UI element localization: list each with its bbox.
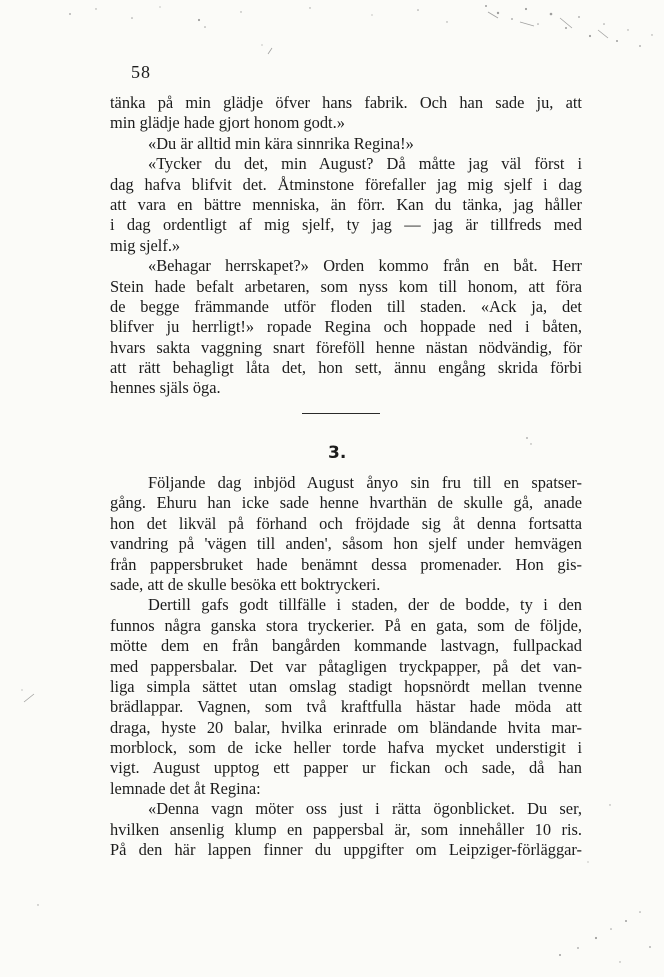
section-divider	[302, 413, 380, 414]
text-block-top	[110, 93, 582, 399]
text-line: hon det likväl på förhand och fröjdade sig åt denna fortsatta	[110, 513, 582, 533]
text-line: tänka på min glädje öfver hans fabrik. Och han sade ju, att	[110, 93, 582, 112]
text-line: Följande dag inbjöd August ånyo sin fru till en spatser-	[148, 473, 582, 492]
page-number: 58	[131, 62, 151, 82]
text-line: «Denna vagn möter oss just i rätta ögonblicket. Du ser,	[148, 799, 582, 819]
text-line: i dag ordentligt af mig sjelf, ty jag — jag är tillfreds med	[110, 215, 582, 235]
text-line: från pappersbruket hade benämnt dessa promenader. Hon gis-	[110, 554, 582, 574]
text-line: brädlappar. Vagnen, som två kraftfulla hästar hade möda att	[110, 697, 582, 717]
text-line: sade, att de skulle besöka ett boktryckeri.	[110, 574, 381, 594]
text-line: vigt. August upptog ett papper ur fickan och sade, då han	[110, 758, 582, 778]
text-line: På den här lappen finner du uppgifter om Leipziger-förläggar-	[110, 840, 582, 860]
text-line: morblock, som de icke heller torde hafva mycket understigit i	[110, 738, 582, 758]
text-line: funnos några ganska stora tryckerier. På en gata, som de följde,	[110, 615, 582, 635]
text-line: draga, hyste 20 balar, hvilka erinrade om bländande hvita mar-	[110, 717, 582, 737]
text-line: liga simpla sättet utan omslag stadigt hopsnördt mellan tvenne	[110, 676, 582, 696]
text-line: med pappersbalar. Det var påtagligen tryckpapper, på det van-	[110, 656, 582, 676]
text-line: dag hafva blifvit det. Åtminstone förefaller jag mig sjelf i dag	[110, 174, 582, 194]
section-number: 3.	[328, 443, 347, 463]
text-line: «Du är alltid min kära sinnrika Regina!»	[148, 133, 414, 153]
text-line: Dertill gafs godt tillfälle i staden, der de bodde, ty i den	[148, 595, 582, 615]
text-line: vandring på 'vägen till anden', såsom hon sjelf under hemvägen	[110, 534, 582, 554]
text-line: hvilken ansenlig klump en pappersbal är, som innehåller 10 ris.	[110, 819, 582, 839]
text-line: Stein hade befalt arbetaren, som nyss kom till honom, att föra	[110, 276, 582, 296]
text-line: «Behagar herrskapet?» Orden kommo från en båt. Herr	[148, 256, 582, 276]
text-line: mötte dem en från bangården kommande lastvagn, fullpackad	[110, 636, 582, 656]
text-line: blifver ju herrligt!» ropade Regina och hoppade ned i båten,	[110, 317, 582, 337]
text-line: att vara en bättre menniska, än förr. Kan du tänka, jag håller	[110, 194, 582, 214]
text-line: gång. Ehuru han icke sade henne hvarthän de skulle gå, anade	[110, 493, 582, 513]
text-line: de begge främmande utför floden till staden. «Ack ja, det	[110, 296, 582, 316]
text-line: att rätt behagligt låta det, hon sett, ännu engång skrida förbi	[110, 358, 582, 378]
text-line: lemnade det åt Regina:	[110, 778, 261, 798]
text-line: «Tycker du det, min August? Då måtte jag väl först i	[148, 154, 582, 174]
text-line: hennes själs öga.	[110, 378, 221, 398]
text-line: min glädje hade gjort honom godt.»	[110, 113, 345, 133]
text-line: mig sjelf.»	[110, 235, 181, 255]
text-block-bottom	[110, 473, 582, 860]
text-line: hvars sakta vaggning snart föreföll henne nästan nödvändig, för	[110, 337, 582, 357]
